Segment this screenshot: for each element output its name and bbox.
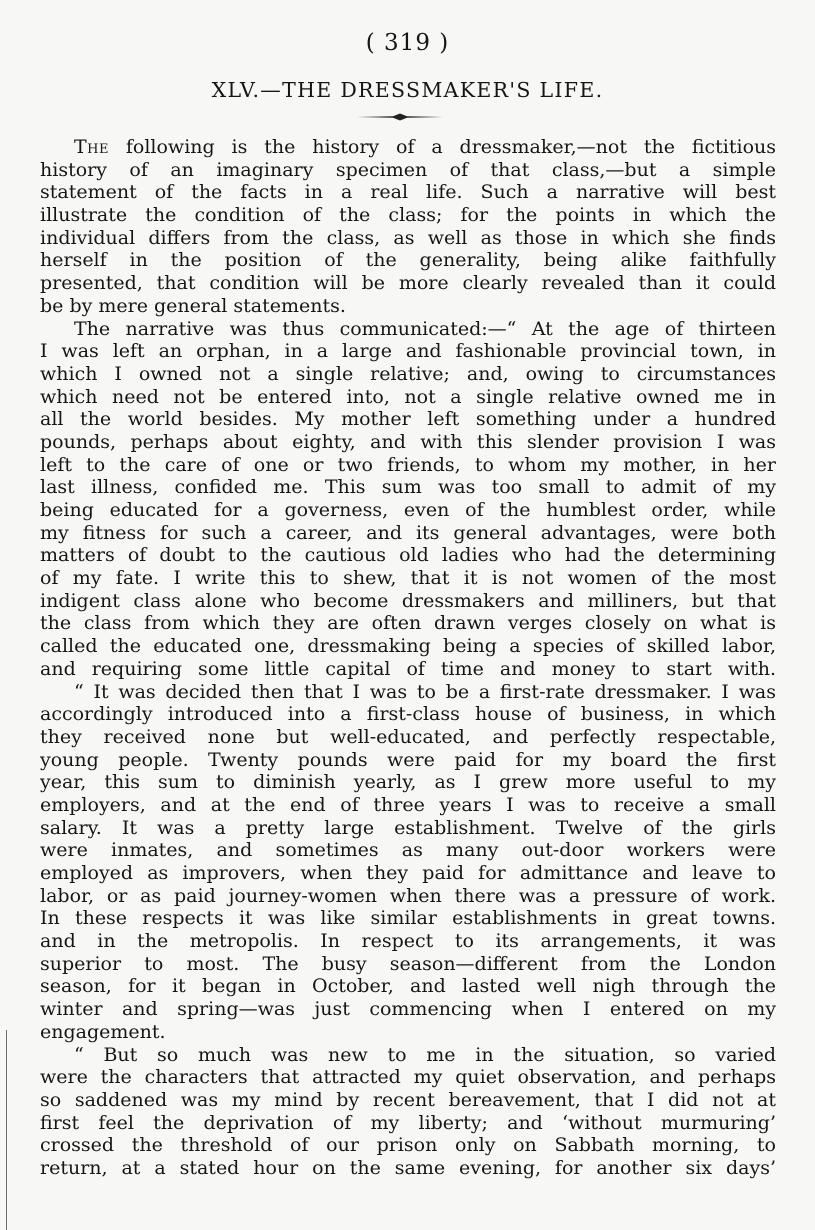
text-line: “ It was decided then that I was to be a first-rate dressmaker. I was [74,680,776,703]
chapter-title: XLV.—THE DRESSMAKER'S LIFE. [211,78,604,102]
text-line: all the world besides. My mother left something under a hundred [40,408,776,431]
text-line: crossed the threshold of our prison only on Sabbath morning, to [40,1134,776,1157]
text-line: which need not be entered into, not a single relative owned me in [40,385,776,408]
text-line: The following is the history of a dressmaker,—not the fictitious [74,136,776,158]
text-line: and requiring some little capital of time and money to start with. [40,657,776,680]
text-line: which I owned not a single relative; and, owing to circumstances [40,362,776,385]
text-line: statement of the facts in a real life. Such a narrative will best [40,181,776,204]
body-text [40,136,776,1180]
text-line: so saddened was my mind by recent bereavement, that I did not at [40,1088,776,1111]
text-line: and in the metropolis. In respect to its arrangements, it was [40,930,776,953]
text-line: In these respects it was like similar establishments in great towns. [40,907,776,930]
text-line: engagement. [40,1020,166,1043]
text-line: season, for it began in October, and lasted well nigh through the [40,975,776,998]
text-line: year, this sum to diminish yearly, as I grew more useful to my [40,771,776,794]
text-line: last illness, confided me. This sum was too small to admit of my [40,476,776,499]
text-line: salary. It was a pretty large establishment. Twelve of the girls [40,816,776,839]
text-line: employers, and at the end of three years I was to receive a small [40,793,776,816]
text-line: employed as improvers, when they paid for admittance and leave to [40,862,776,884]
text-line: pounds, perhaps about eighty, and with this slender provision I was [40,430,776,453]
text-line: of my fate. I write this to shew, that it is not women of the most [40,567,776,590]
text-line: were the characters that attracted my quiet observation, and perhaps [40,1066,776,1089]
text-line: called the educated one, dressmaking being a species of skilled labor, [40,635,776,658]
text-line: history of an imaginary specimen of that class,—but a simple [40,158,776,181]
text-line: indigent class alone who become dressmakers and milliners, but that [40,589,776,612]
text-line: matters of doubt to the cautious old ladies who had the determining [40,544,776,567]
text-line: The narrative was thus communicated:—“ At the age of thirteen [74,317,776,340]
text-line: herself in the position of the generality, being alike faithfully [40,249,776,272]
text-line: labor, or as paid journey-women when there was a pressure of work. [40,884,776,907]
page-number: ( 319 ) [365,30,450,56]
text-line: they received none but well-educated, and perfectly respectable, [40,725,776,748]
text-line: accordingly introduced into a first-class house of business, in which [40,703,776,726]
text-line: be by mere general statements. [40,294,346,317]
ornament-divider-icon [355,110,445,124]
paragraph-lead-word: The [74,136,109,158]
text-line: individual differs from the class, as well as those in which she finds [40,226,776,249]
text-line: presented, that condition will be more clearly revealed than it could [40,272,776,295]
text-line: return, at a stated hour on the same evening, for another six days’ [40,1156,776,1179]
text-line: my fitness for such a career, and its general advantages, were both [40,521,776,544]
text-line: superior to most. The busy season—different from the London [40,952,776,975]
text-line: illustrate the condition of the class; for the points in which the [40,204,776,227]
text-line: being educated for a governess, even of the humblest order, while [40,499,776,521]
text-line: first feel the deprivation of my liberty; and ‘without murmuring’ [40,1111,776,1134]
text-line: young people. Twenty pounds were paid for my board the first [40,748,776,771]
margin-rule [6,1030,7,1230]
text-line: “ But so much was new to me in the situation, so varied [74,1043,776,1066]
text-line: the class from which they are often drawn verges closely on what is [40,612,776,635]
text-line: I was left an orphan, in a large and fashionable provincial town, in [40,340,776,363]
text-line: winter and spring—was just commencing when I entered on my [40,998,776,1021]
text-line: were inmates, and sometimes as many out-door workers were [40,839,776,862]
text-line: left to the care of one or two friends, to whom my mother, in her [40,453,776,476]
